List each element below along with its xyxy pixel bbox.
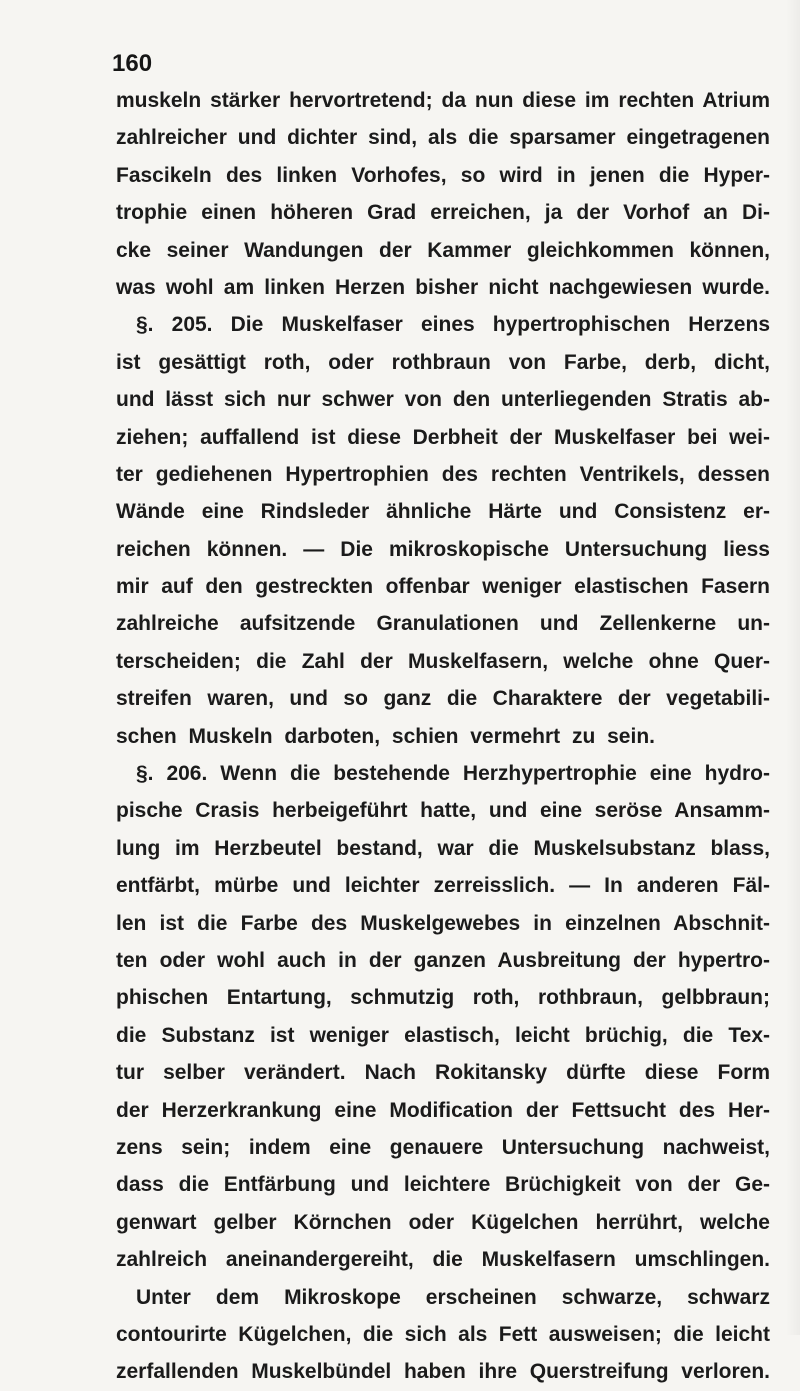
text-line: zahlreich aneinandergereiht, die Muskelfasern umschlingen. xyxy=(116,1248,770,1272)
text-line: Fascikeln des linken Vorhofes, so wird in jenen die Hyper- xyxy=(116,163,770,187)
section-205-start: §. 205. Die Muskelfaser eines hypertrophischen Herzens xyxy=(136,313,770,337)
text-line: mir auf den gestreckten offenbar weniger elastischen Fasern xyxy=(116,575,770,599)
text-line: die Substanz ist weniger elastisch, leicht brüchig, die Tex- xyxy=(116,1023,770,1047)
body-text xyxy=(116,82,770,1391)
text-line: der Herzerkrankung eine Modification der Fettsucht des Her- xyxy=(116,1098,770,1122)
text-line: tur selber verändert. Nach Rokitansky dürfte diese Form xyxy=(116,1061,770,1085)
text-line: trophie einen höheren Grad erreichen, ja der Vorhof an Di- xyxy=(116,201,770,225)
text-line: phischen Entartung, schmutzig roth, rothbraun, gelbbraun; xyxy=(116,986,770,1010)
text-line: pische Crasis herbeigeführt hatte, und eine seröse Ansamm- xyxy=(116,799,770,823)
paragraph-end-line: schen Muskeln darboten, schien vermehrt zu sein. xyxy=(116,724,655,748)
text-line: Wände eine Rindsleder ähnliche Härte und Consistenz er- xyxy=(116,500,770,524)
text-line: was wohl am linken Herzen bisher nicht nachgewiesen wurde. xyxy=(116,275,770,299)
text-line: reichen können. — Die mikroskopische Untersuchung liess xyxy=(116,537,770,561)
text-line: streifen waren, und so ganz die Charaktere der vegetabili- xyxy=(116,687,770,711)
text-line: ter gediehenen Hypertrophien des rechten Ventrikels, dessen xyxy=(116,462,770,486)
text-line: zerfallenden Muskelbündel haben ihre Querstreifung verloren. xyxy=(116,1360,770,1384)
text-line: entfärbt, mürbe und leichter zerreisslich. — In anderen Fäl- xyxy=(116,874,770,898)
text-line: cke seiner Wandungen der Kammer gleichkommen können, xyxy=(116,238,770,262)
text-line: zens sein; indem eine genauere Untersuchung nachweist, xyxy=(116,1135,770,1159)
text-line: ten oder wohl auch in der ganzen Ausbreitung der hypertro- xyxy=(116,948,770,972)
text-line: ziehen; auffallend ist diese Derbheit der Muskelfaser bei wei- xyxy=(116,425,770,449)
page-number: 160 xyxy=(112,50,153,77)
text-line: len ist die Farbe des Muskelgewebes in einzelnen Abschnit- xyxy=(116,911,770,935)
text-line: terscheiden; die Zahl der Muskelfasern, welche ohne Quer- xyxy=(116,649,770,673)
text-line: zahlreiche aufsitzende Granulationen und Zellenkerne un- xyxy=(116,612,770,636)
section-206-start: §. 206. Wenn die bestehende Herzhypertrophie eine hydro- xyxy=(136,762,770,786)
text-line: contourirte Kügelchen, die sich als Fett ausweisen; die leicht xyxy=(116,1322,770,1346)
text-line: zahlreicher und dichter sind, als die sparsamer eingetragenen xyxy=(116,126,770,150)
text-line: dass die Entfärbung und leichtere Brüchigkeit von der Ge- xyxy=(116,1173,770,1197)
text-line: muskeln stärker hervortretend; da nun diese im rechten Atrium xyxy=(116,89,770,112)
text-line: ist gesättigt roth, oder rothbraun von Farbe, derb, dicht, xyxy=(116,350,770,374)
text-line: lung im Herzbeutel bestand, war die Muskelsubstanz blass, xyxy=(116,836,770,860)
page-edge-shadow xyxy=(786,0,800,1335)
text-line: Unter dem Mikroskope erscheinen schwarze, schwarz xyxy=(136,1285,770,1309)
text-line: genwart gelber Körnchen oder Kügelchen herrührt, welche xyxy=(116,1210,770,1234)
text-line: und lässt sich nur schwer von den unterliegenden Stratis ab- xyxy=(116,388,770,412)
